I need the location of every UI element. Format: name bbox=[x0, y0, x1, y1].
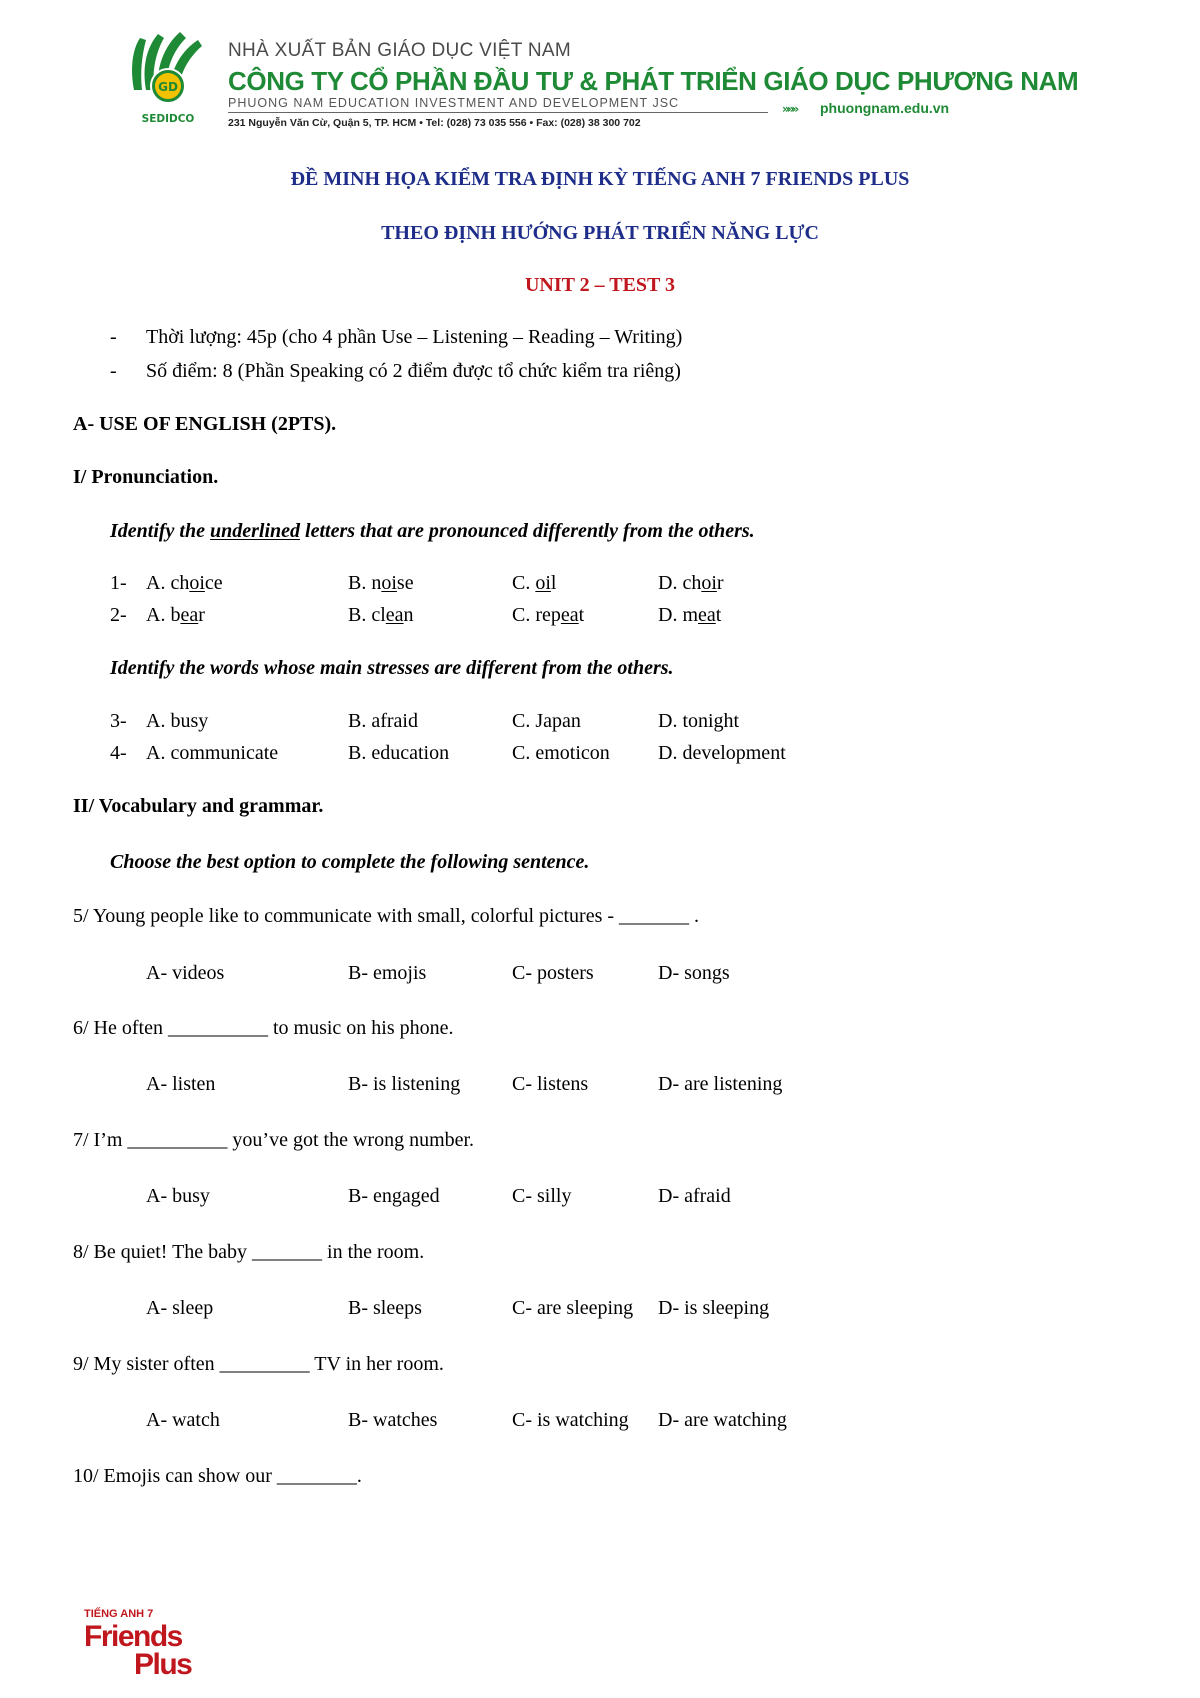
company-name: CÔNG TY CỔ PHẦN ĐẦU TƯ & PHÁT TRIỂN GIÁO DỤC PHƯƠNG NAM bbox=[228, 66, 1079, 96]
option: D- are watching bbox=[658, 1409, 787, 1431]
question-number: 2- bbox=[110, 604, 127, 626]
publisher-name: NHÀ XUẤT BẢN GIÁO DỤC VIỆT NAM bbox=[228, 40, 571, 61]
option: B. clean bbox=[348, 604, 414, 626]
option: D. tonight bbox=[658, 710, 740, 732]
sedidco-logo bbox=[128, 30, 208, 128]
option: A. choice bbox=[146, 572, 223, 594]
question-text: 10/ Emojis can show our ________. bbox=[73, 1465, 362, 1487]
option: B- is listening bbox=[348, 1073, 461, 1095]
option: C. Japan bbox=[512, 710, 581, 732]
arrow-icons: »»» bbox=[782, 102, 797, 116]
instruction-underlined: Identify the underlined letters that are pronounced differently from the others. bbox=[110, 520, 755, 542]
option: A- videos bbox=[146, 962, 225, 984]
friends-plus-logo-plus: Plus bbox=[134, 1648, 192, 1681]
option: B. afraid bbox=[348, 710, 418, 732]
header-divider bbox=[228, 112, 768, 113]
option: C- listens bbox=[512, 1073, 589, 1095]
option: C- silly bbox=[512, 1185, 572, 1207]
option: D- afraid bbox=[658, 1185, 731, 1207]
question-text: 9/ My sister often _________ TV in her room. bbox=[73, 1353, 444, 1375]
company-english-name: PHUONG NAM EDUCATION INVESTMENT AND DEVELOPMENT JSC bbox=[228, 96, 680, 110]
option: C- are sleeping bbox=[512, 1297, 634, 1319]
logo-monogram: GD bbox=[158, 80, 178, 94]
logo-text: SEDIDCO bbox=[141, 113, 195, 125]
question-number: 3- bbox=[110, 710, 127, 732]
section-pronunciation: I/ Pronunciation. bbox=[73, 466, 219, 488]
unit-title: UNIT 2 – TEST 3 bbox=[524, 274, 676, 296]
option: D- is sleeping bbox=[658, 1297, 770, 1319]
option: C- is watching bbox=[512, 1409, 629, 1431]
question-text: 7/ I’m __________ you’ve got the wrong number. bbox=[73, 1129, 475, 1151]
section-vocabulary-grammar: II/ Vocabulary and grammar. bbox=[73, 795, 324, 817]
option: C. emoticon bbox=[512, 742, 610, 764]
option: B. noise bbox=[348, 572, 414, 594]
option: D- songs bbox=[658, 962, 730, 984]
page-subtitle: THEO ĐỊNH HƯỚNG PHÁT TRIỂN NĂNG LỰC bbox=[381, 222, 819, 244]
option: A- busy bbox=[146, 1185, 210, 1207]
option: D. meat bbox=[658, 604, 722, 626]
option: D. development bbox=[658, 742, 786, 764]
page-title: ĐỀ MINH HỌA KIỂM TRA ĐỊNH KỲ TIẾNG ANH 7 FRIENDS PLUS bbox=[290, 168, 910, 190]
section-use-of-english: A- USE OF ENGLISH (2PTS). bbox=[73, 413, 337, 435]
instruction-choose: Choose the best option to complete the following sentence. bbox=[110, 851, 590, 873]
option: B- sleeps bbox=[348, 1297, 422, 1319]
option: C. repeat bbox=[512, 604, 585, 626]
question-text: 5/ Young people like to communicate with small, colorful pictures - _______ . bbox=[73, 905, 700, 927]
friends-plus-logo: Friends bbox=[84, 1620, 182, 1653]
option: B- watches bbox=[348, 1409, 438, 1431]
option: D- are listening bbox=[658, 1073, 783, 1095]
website-link[interactable]: phuongnam.edu.vn bbox=[820, 100, 950, 116]
option: A. bear bbox=[146, 604, 205, 626]
footer-tag: TIẾNG ANH 7 bbox=[84, 1608, 154, 1620]
option: A- listen bbox=[146, 1073, 216, 1095]
question-number: 1- bbox=[110, 572, 127, 594]
option: D. choir bbox=[658, 572, 724, 594]
question-text: 8/ Be quiet! The baby _______ in the room. bbox=[73, 1241, 425, 1263]
option: C- posters bbox=[512, 962, 594, 984]
duration-info: - Thời lượng: 45p (cho 4 phần Use – Listening – Reading – Writing) bbox=[110, 326, 683, 348]
instruction-stress: Identify the words whose main stresses are different from the others. bbox=[110, 657, 674, 679]
question-text: 6/ He often __________ to music on his phone. bbox=[73, 1017, 454, 1039]
option: C. oil bbox=[512, 572, 557, 594]
company-address: 231 Nguyễn Văn Cừ, Quận 5, TP. HCM • Tel: (028) 73 035 556 • Fax: (028) 38 300 702 bbox=[228, 117, 641, 129]
question-number: 4- bbox=[110, 742, 127, 764]
option: B- engaged bbox=[348, 1185, 440, 1207]
option: B- emojis bbox=[348, 962, 427, 984]
option: B. education bbox=[348, 742, 450, 764]
option: A- watch bbox=[146, 1409, 220, 1431]
option: A- sleep bbox=[146, 1297, 214, 1319]
option: A. communicate bbox=[146, 742, 279, 764]
option: A. busy bbox=[146, 710, 209, 732]
score-info: - Số điểm: 8 (Phần Speaking có 2 điểm được tổ chức kiểm tra riêng) bbox=[110, 360, 681, 382]
